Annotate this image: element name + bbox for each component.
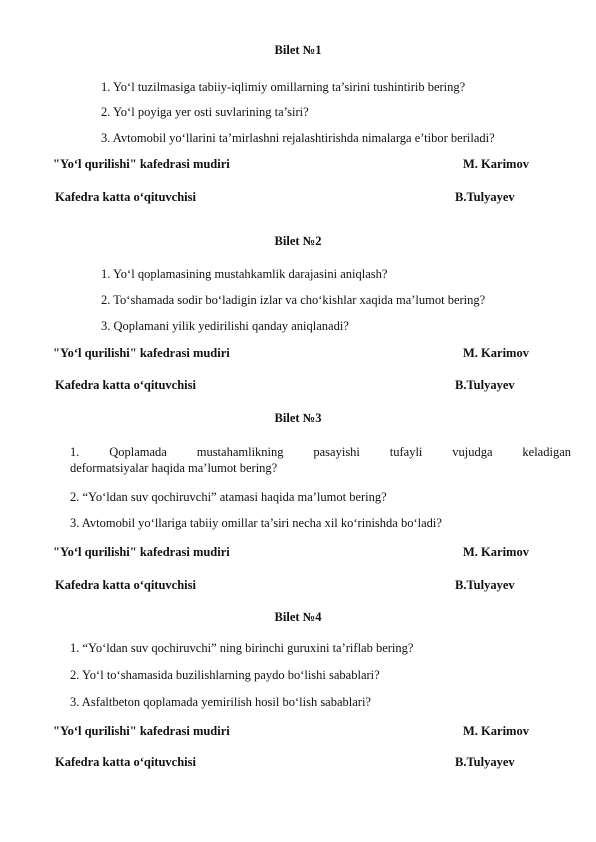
- signature-label: "Yo‘l qurilishi" kafedrasi mudiri: [53, 545, 230, 559]
- signature-line-head: [0, 346, 596, 362]
- signature-label: "Yo‘l qurilishi" kafedrasi mudiri: [53, 346, 230, 360]
- signature-name: M. Karimov: [463, 545, 529, 559]
- question-item: 3. Avtomobil yo‘llarini ta’mirlashni rejalashtirishda nimalarga e’tibor beriladi?: [101, 131, 495, 145]
- question-item: 2. “Yo‘ldan suv qochiruvchi” atamasi haqida ma’lumot bering?: [70, 490, 387, 504]
- ticket-title: Bilet №1: [274, 43, 322, 57]
- signature-name: B.Tulyayev: [455, 578, 515, 592]
- question-item: 3. Avtomobil yo‘llariga tabiiy omillar ta’siri necha xil ko‘rinishda bo‘ladi?: [70, 516, 442, 530]
- signature-line-head: [0, 545, 596, 561]
- signature-label: Kafedra katta o‘qituvchisi: [55, 578, 196, 592]
- question-item: 1. Yo‘l tuzilmasiga tabiiy-iqlimiy omillarning ta’sirini tushintirib bering?: [101, 80, 466, 94]
- signature-name: M. Karimov: [463, 157, 529, 171]
- signature-line-head: [0, 157, 596, 173]
- question-item: 2. Yo‘l poyiga yer osti suvlarining ta’siri?: [101, 105, 309, 119]
- signature-label: Kafedra katta o‘qituvchisi: [55, 755, 196, 769]
- ticket-title: Bilet №2: [274, 234, 322, 248]
- signature-name: M. Karimov: [463, 346, 529, 360]
- signature-label: Kafedra katta o‘qituvchisi: [55, 378, 196, 392]
- signature-line-teacher: [0, 755, 596, 771]
- signature-name: M. Karimov: [463, 724, 529, 738]
- question-item: 3. Asfaltbeton qoplamada yemirilish hosil bo‘lish sabablari?: [70, 695, 371, 709]
- question-item: 1. Yo‘l qoplamasining mustahkamlik darajasini aniqlash?: [101, 267, 388, 281]
- signature-line-teacher: [0, 378, 596, 394]
- question-item: 3. Qoplamani yilik yedirilishi qanday aniqlanadi?: [101, 319, 349, 333]
- question-item: 1. “Yo‘ldan suv qochiruvchi” ning birinchi guruxini ta’riflab bering?: [70, 641, 414, 655]
- signature-name: B.Tulyayev: [455, 755, 515, 769]
- ticket-title: Bilet №3: [274, 411, 322, 425]
- question-item: 2. Yo‘l to‘shamasida buzilishlarning paydo bo‘lishi sabablari?: [70, 668, 380, 682]
- signature-line-head: [0, 724, 596, 740]
- question-item: 1. Qoplamada mustahamlikning pasayishi tufayli vujudga keladigan: [70, 445, 571, 459]
- signature-label: Kafedra katta o‘qituvchisi: [55, 190, 196, 204]
- signature-line-teacher: [0, 190, 596, 206]
- signature-line-teacher: [0, 578, 596, 594]
- question-item: 2. To‘shamada sodir bo‘ladigin izlar va cho‘kishlar xaqida ma’lumot bering?: [101, 293, 486, 307]
- signature-label: "Yo‘l qurilishi" kafedrasi mudiri: [53, 157, 230, 171]
- signature-name: B.Tulyayev: [455, 190, 515, 204]
- ticket-title: Bilet №4: [274, 610, 322, 624]
- question-item-continued: deformatsiyalar haqida ma’lumot bering?: [70, 461, 278, 475]
- signature-label: "Yo‘l qurilishi" kafedrasi mudiri: [53, 724, 230, 738]
- signature-name: B.Tulyayev: [455, 378, 515, 392]
